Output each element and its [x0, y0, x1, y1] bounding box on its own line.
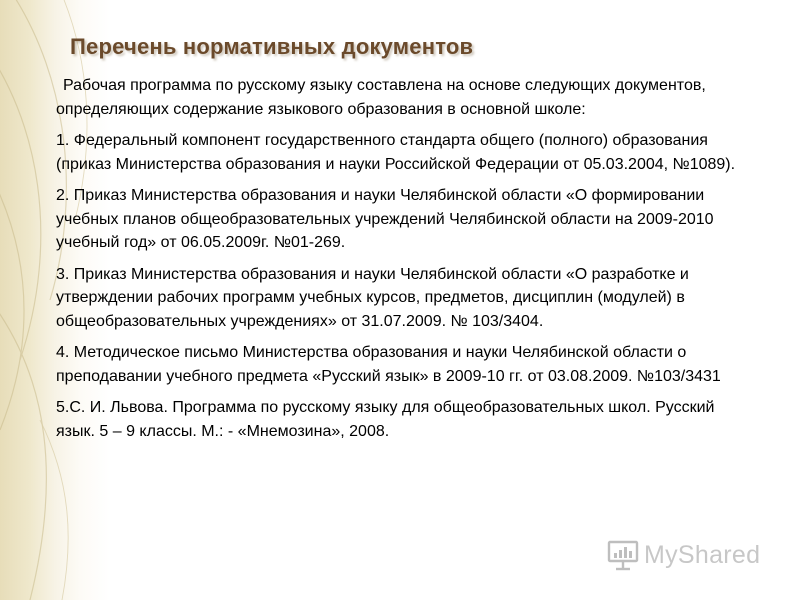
slide-title: Перечень нормативных документов — [70, 34, 474, 59]
list-item: 1. Федеральный компонент государственного стандарта общего (полного) образования (приказ Министерства образования и науки Российской Федерации от 05.03.2004, №1089). — [56, 132, 736, 173]
watermark — [606, 535, 760, 575]
presentation-board-icon — [606, 539, 640, 571]
intro-paragraph: Рабочая программа по русскому языку составлена на основе следующих документов, определяющих содержание языкового образования в основной школе: — [56, 77, 706, 118]
list-item: 4. Методическое письмо Министерства образования и науки Челябинской области о преподавании учебного предмета «Русский язык» в 2009-10 гг. от 03.08.2009. №103/3431 — [56, 344, 721, 385]
document-list — [56, 74, 756, 451]
list-item: 3. Приказ Министерства образования и науки Челябинской области «О разработке и утверждении рабочих программ учебных курсов, предметов, дисциплин (модулей) в общеобразовательных учреждениях» от 31.07.2009. № 103/3404. — [56, 265, 689, 330]
list-item: 5.С. И. Львова. Программа по русскому языку для общеобразовательных школ. Русский язык. 5 – 9 классы. М.: - «Мнемозина», 2008. — [56, 399, 715, 440]
list-item: 2. Приказ Министерства образования и науки Челябинской области «О формировании учебных планов общеобразовательных учреждений Челябинской области на 2009-2010 учебный год» от 06.05.2009г. №01-269. — [56, 187, 714, 251]
watermark-text: MyShared — [644, 540, 761, 569]
